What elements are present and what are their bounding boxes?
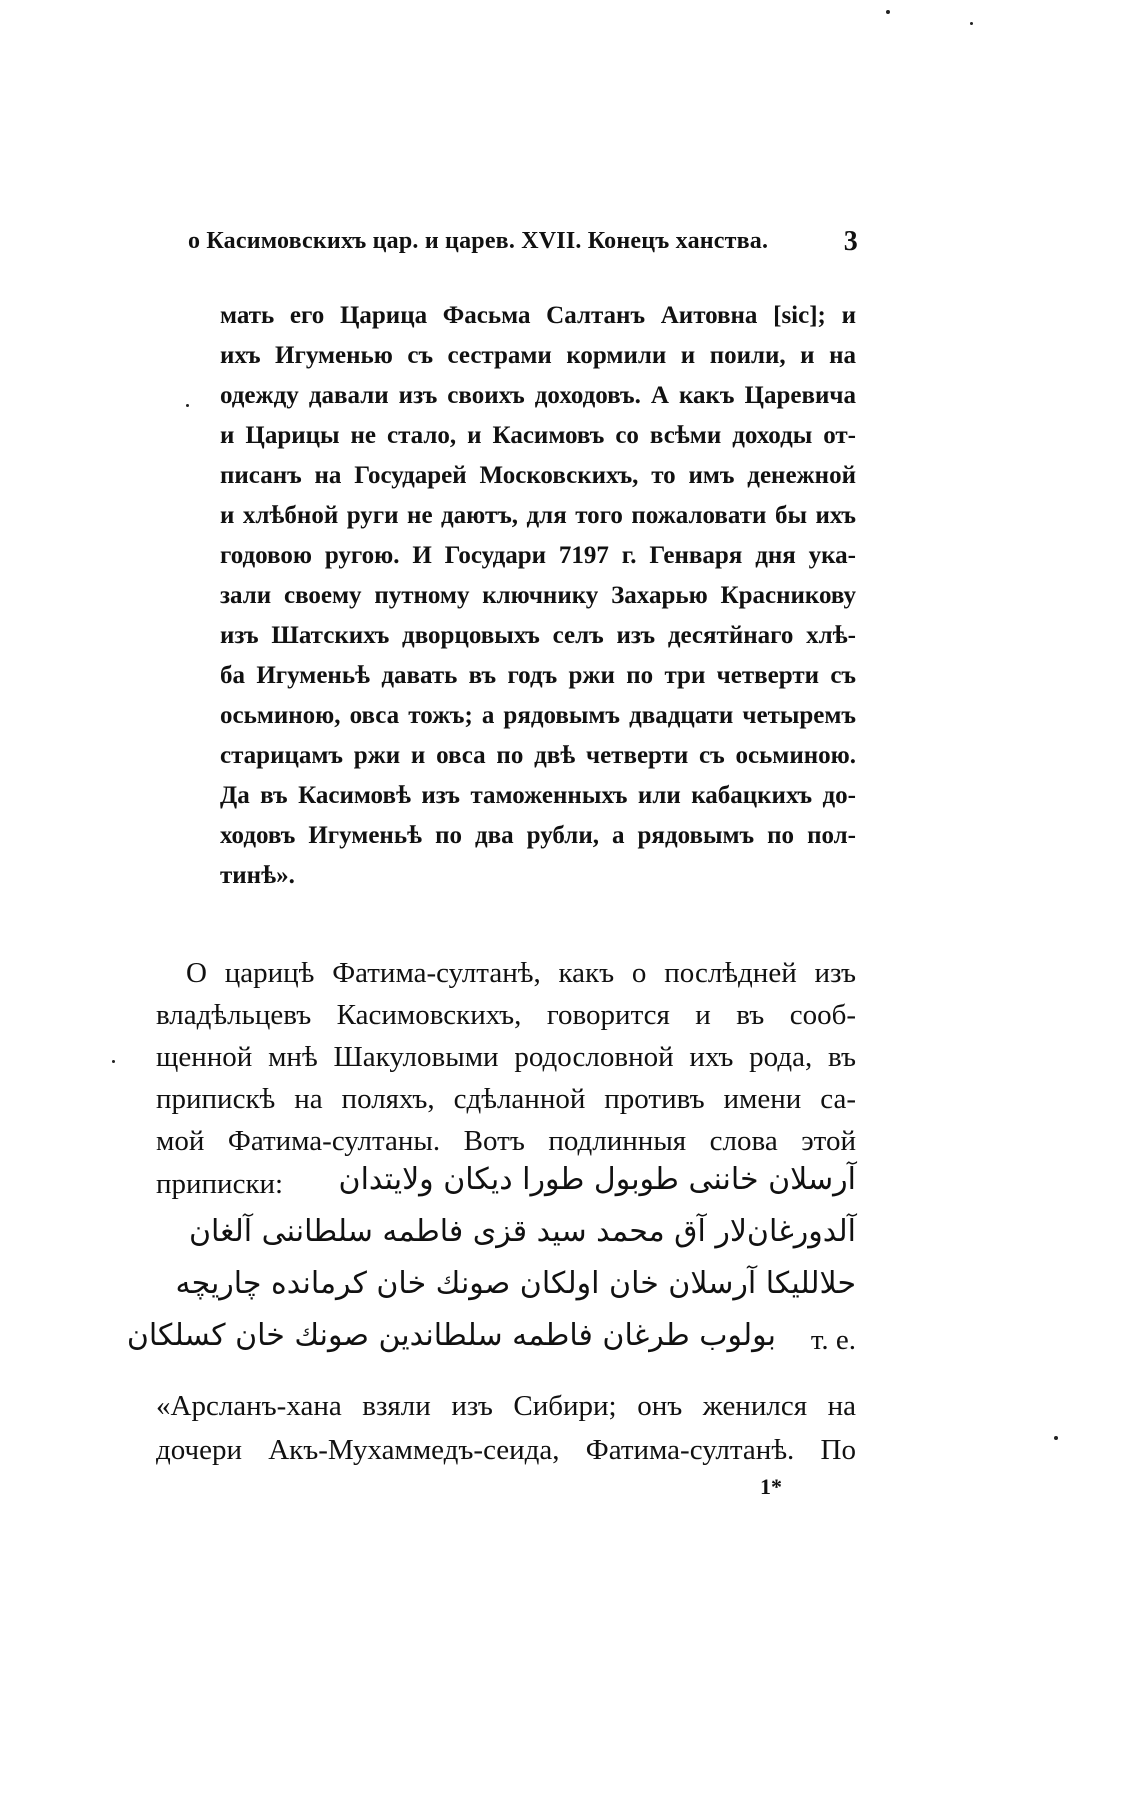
quote-line: старицамъ ржи и овса по двѣ четверти съ осьминою. <box>220 742 856 769</box>
paragraph-line: О царицѣ Фатима-султанѣ, какъ о послѣдней изъ <box>186 957 856 989</box>
scan-speck <box>112 1060 115 1063</box>
quote-line: Да въ Касимовѣ изъ таможенныхъ или кабацкихъ до- <box>220 782 856 809</box>
arabic-inscription <box>126 1160 856 1368</box>
scan-speck <box>186 404 189 407</box>
translation-line: «Арсланъ-хана взяли изъ Сибири; онъ женился на <box>156 1390 856 1422</box>
quote-line: зали своему путному ключнику Захарью Красникову <box>220 582 856 609</box>
page-number: 3 <box>843 226 858 257</box>
arabic-row <box>156 1160 856 1210</box>
running-title: о Касимовскихъ цар. и царев. XVII. Конецъ ханства. <box>188 228 769 254</box>
signature-mark: 1* <box>760 1474 782 1499</box>
quote-line: ихъ Игуменью съ сестрами кормили и поили, и на <box>220 342 856 369</box>
quote-line: тинѣ». <box>220 862 295 889</box>
arabic-line: حلاللیکا آرسلان خان اولکان صونك خان کرمانده چاریچه <box>175 1266 856 1301</box>
lead-label: приписки: <box>156 1168 284 1200</box>
arabic-line: آرسلان خاننی طوبول طورا دیکان ولایتدان <box>338 1162 856 1197</box>
paragraph-line: щенной мнѣ Шакуловыми родословной ихъ рода, въ <box>156 1041 856 1073</box>
paragraph-line: владѣльцевъ Касимовскихъ, говорится и въ сооб- <box>156 999 856 1031</box>
quote-line: одежду давали изъ своихъ доходовъ. А какъ Царевича <box>220 382 856 409</box>
quote-line: и Царицы не стало, и Касимовъ со всѣми доходы от- <box>220 422 856 449</box>
main-paragraph <box>156 952 856 1162</box>
arabic-line: بولوب طرغان فاطمه سلطاندین صونك خان کسلکان <box>126 1318 776 1353</box>
quote-line: и хлѣбной руги не даютъ, для того пожаловати бы ихъ <box>220 502 856 529</box>
quote-line: мать его Царица Фасьма Салтанъ Аитовна [sic]; и <box>220 302 856 329</box>
running-header <box>188 228 858 268</box>
quote-line: изъ Шатскихъ дворцовыхъ селъ изъ десятйнаго хлѣ- <box>220 622 856 649</box>
quote-line: писанъ на Государей Московскихъ, то имъ денежной <box>220 462 856 489</box>
trail-label: т. е. <box>810 1324 856 1356</box>
paragraph-line: мой Фатима-султаны. Вотъ подлинныя слова этой <box>156 1125 856 1157</box>
quote-line: ходовъ Игуменьѣ по два рубли, а рядовымъ по пол- <box>220 822 856 849</box>
translation-line: дочери Акъ-Мухаммедъ-сеида, Фатима-султанѣ. По <box>156 1434 856 1466</box>
scan-speck <box>886 10 890 14</box>
arabic-row <box>126 1316 856 1366</box>
paragraph-line: припискѣ на поляхъ, сдѣланной противъ имени са- <box>156 1083 856 1115</box>
arabic-row <box>156 1212 856 1262</box>
quoted-document-block <box>220 296 856 896</box>
quote-line: осьминою, овса тожъ; а рядовымъ двадцати четыремъ <box>220 702 856 729</box>
scan-speck <box>1054 1436 1058 1440</box>
quote-line: ба Игуменьѣ давать въ годъ ржи по три четверти съ <box>220 662 856 689</box>
arabic-row <box>156 1264 856 1314</box>
quote-line: годовою ругою. И Государи 7197 г. Генваря дня ука- <box>220 542 856 569</box>
translation-paragraph <box>156 1384 856 1472</box>
arabic-line: آلدورغان‌لار آق محمد سید قزی فاطمه سلطاننی آلغان <box>189 1214 856 1249</box>
scan-speck <box>970 22 973 25</box>
